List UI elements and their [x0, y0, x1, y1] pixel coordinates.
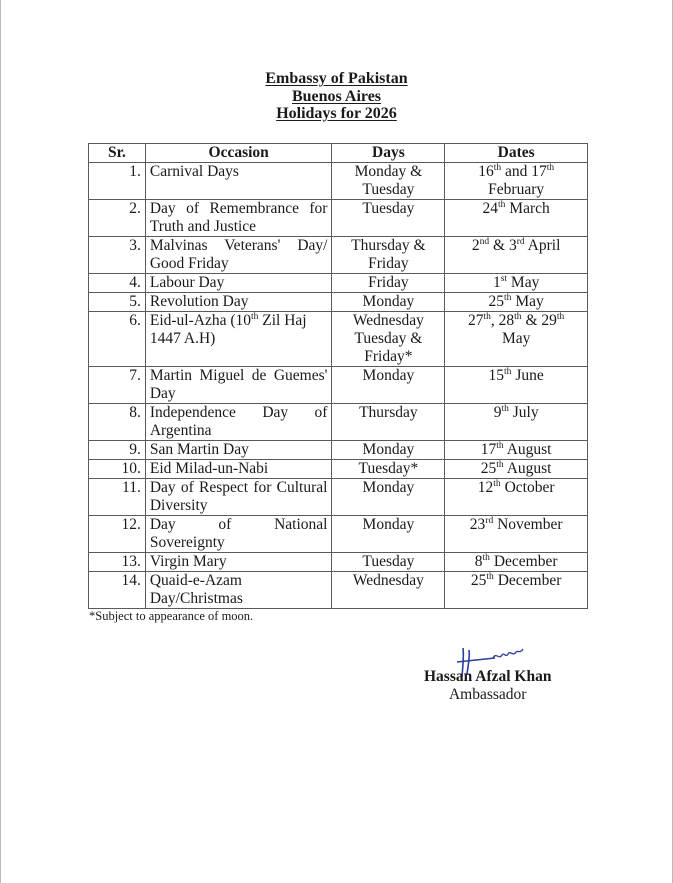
cell-days: Tuesday: [332, 200, 445, 237]
table-row: [89, 312, 588, 367]
signatory-title: Ambassador: [448, 686, 527, 703]
cell-days: Monday: [332, 441, 445, 460]
heading-city: Buenos Aires: [291, 87, 382, 105]
table-row: [89, 274, 588, 293]
cell-occasion: Malvinas Veterans' Day/ Good Friday: [145, 237, 332, 274]
table-header-row: [89, 144, 588, 163]
page-edge-left: [0, 0, 1, 883]
cell-sr: 7.: [89, 367, 146, 404]
cell-sr: 2.: [89, 200, 146, 237]
table-row: [89, 237, 588, 274]
table-row: [89, 293, 588, 312]
cell-occasion: Day of National Sovereignty: [145, 516, 332, 553]
cell-occasion: Day of Respect for Cultural Diversity: [145, 479, 332, 516]
cell-days: Friday: [332, 274, 445, 293]
heading-title: Holidays for 2026: [276, 105, 397, 122]
cell-dates: 23rd November: [445, 516, 588, 553]
cell-days: Monday & Tuesday: [332, 163, 445, 200]
cell-days: Wednesday Tuesday & Friday*: [332, 312, 445, 367]
table-row: [89, 516, 588, 553]
cell-days: Monday: [332, 479, 445, 516]
cell-occasion: San Martin Day: [145, 441, 332, 460]
cell-occasion: Eid Milad-un-Nabi: [145, 460, 332, 479]
cell-dates: 17th August: [445, 441, 588, 460]
cell-days: Wednesday: [332, 572, 445, 609]
column-header-occasion: Occasion: [145, 144, 332, 163]
cell-occasion: Revolution Day: [145, 293, 332, 312]
cell-sr: 4.: [89, 274, 146, 293]
table-row: [89, 572, 588, 609]
cell-occasion: Quaid-e-Azam Day/Christmas: [145, 572, 332, 609]
cell-sr: 8.: [89, 404, 146, 441]
cell-dates: 16th and 17th February: [445, 163, 588, 200]
column-header-days: Days: [332, 144, 445, 163]
cell-sr: 10.: [89, 460, 146, 479]
signatory-name: Hassan Afzal Khan: [424, 668, 552, 685]
cell-dates: 24th March: [445, 200, 588, 237]
cell-sr: 6.: [89, 312, 146, 367]
cell-dates: 25th May: [445, 293, 588, 312]
cell-dates: 15th June: [445, 367, 588, 404]
cell-dates: 12th October: [445, 479, 588, 516]
table-row: [89, 553, 588, 572]
table-row: [89, 404, 588, 441]
cell-days: Monday: [332, 293, 445, 312]
table-row: [89, 441, 588, 460]
cell-days: Monday: [332, 367, 445, 404]
document-heading: [0, 70, 673, 123]
cell-dates: 9th July: [445, 404, 588, 441]
cell-sr: 12.: [89, 516, 146, 553]
cell-sr: 11.: [89, 479, 146, 516]
cell-days: Tuesday*: [332, 460, 445, 479]
table-row: [89, 163, 588, 200]
cell-days: Tuesday: [332, 553, 445, 572]
column-header-dates: Dates: [445, 144, 588, 163]
cell-days: Monday: [332, 516, 445, 553]
cell-days: Thursday & Friday: [332, 237, 445, 274]
cell-sr: 13.: [89, 553, 146, 572]
cell-dates: 2nd & 3rd April: [445, 237, 588, 274]
cell-occasion: Day of Remembrance for Truth and Justice: [145, 200, 332, 237]
table-row: [89, 200, 588, 237]
cell-occasion: Virgin Mary: [145, 553, 332, 572]
cell-occasion: Martin Miguel de Guemes' Day: [145, 367, 332, 404]
cell-dates: 27th, 28th & 29th May: [445, 312, 588, 367]
table-row: [89, 460, 588, 479]
cell-occasion: Independence Day of Argentina: [145, 404, 332, 441]
cell-sr: 3.: [89, 237, 146, 274]
signature-block: [424, 668, 551, 704]
heading-embassy: Embassy of Pakistan: [265, 70, 408, 87]
cell-sr: 5.: [89, 293, 146, 312]
footnote: *Subject to appearance of moon.: [89, 609, 254, 623]
cell-sr: 9.: [89, 441, 146, 460]
cell-dates: 25th December: [445, 572, 588, 609]
column-header-sr: Sr.: [89, 144, 146, 163]
cell-occasion: Carnival Days: [145, 163, 332, 200]
holidays-table: [88, 143, 588, 609]
table-row: [89, 367, 588, 404]
cell-sr: 14.: [89, 572, 146, 609]
table-row: [89, 479, 588, 516]
cell-dates: 25th August: [445, 460, 588, 479]
cell-occasion: Eid-ul-Azha (10th Zil Haj 1447 A.H): [145, 312, 332, 367]
cell-days: Thursday: [332, 404, 445, 441]
cell-occasion: Labour Day: [145, 274, 332, 293]
cell-sr: 1.: [89, 163, 146, 200]
cell-dates: 8th December: [445, 553, 588, 572]
cell-dates: 1st May: [445, 274, 588, 293]
